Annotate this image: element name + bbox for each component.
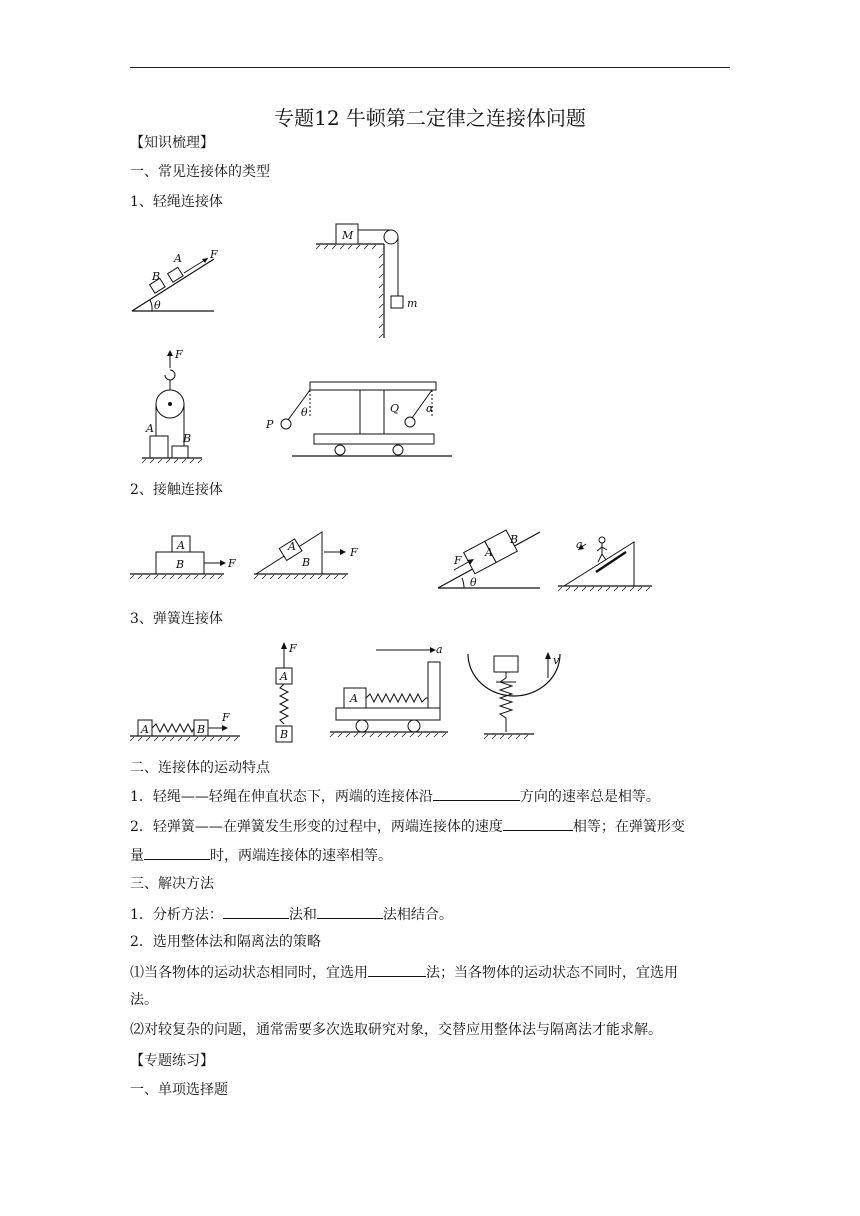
paragraph-method-part-1: 1．分析方法： <box>130 907 223 923</box>
figure-contact-person <box>556 530 656 594</box>
section-1-heading: 一、常见连接体的类型 <box>130 164 270 180</box>
label-B: B <box>152 270 161 283</box>
label-B: B <box>176 558 185 571</box>
figure-rope-cart <box>262 378 452 462</box>
knowledge-header: 【知识梳理】 <box>130 135 214 151</box>
figure-spring-vertical <box>270 640 310 746</box>
figure-spring-bowl <box>464 650 568 744</box>
label-A: A <box>141 723 149 736</box>
label-F: F <box>222 711 230 724</box>
label-B: B <box>302 556 311 569</box>
paragraph-strategy-2: ⑵对较复杂的问题，通常需要多次选取研究对象，交替应用整体法与隔离法才能求解。 <box>130 1022 662 1038</box>
fill-blank-3[interactable] <box>144 845 210 860</box>
figure-contact-incline <box>436 512 546 592</box>
label-m: m <box>407 297 418 310</box>
paragraph-spring-line-2 <box>130 845 392 865</box>
subsection-spring-heading: 3、弹簧连接体 <box>130 611 223 627</box>
paragraph-spring-part-2: 相等；在弹簧形变 <box>572 819 685 835</box>
label-F: F <box>289 642 297 655</box>
label-a: a <box>576 538 583 551</box>
label-theta: θ <box>470 576 477 589</box>
paragraph-rope-part-1: 1．轻绳——轻绳在伸直状态下，两端的连接体沿 <box>130 789 433 805</box>
paragraph-spring-part-3: 量 <box>130 848 144 864</box>
header-rule <box>130 67 730 68</box>
label-F: F <box>210 248 218 261</box>
fill-blank-5[interactable] <box>317 904 383 919</box>
label-A: A <box>146 422 154 435</box>
label-M: M <box>342 229 354 242</box>
figure-contact-stack <box>128 532 244 582</box>
label-theta: θ <box>301 406 308 419</box>
figure-contact-wedge <box>252 528 372 582</box>
label-A: A <box>280 670 288 683</box>
label-B: B <box>197 723 206 736</box>
paragraph-method-part-3: 法相结合。 <box>382 907 453 923</box>
label-A: A <box>288 540 296 553</box>
paragraph-spring-part-4: 时，两端连接体的速率相等。 <box>210 848 392 864</box>
paragraph-strategy-1-line-1 <box>130 962 678 982</box>
subsection-rope-heading: 1、轻绳连接体 <box>130 194 223 210</box>
fill-blank-4[interactable] <box>223 904 289 919</box>
paragraph-spring-line-1 <box>130 816 685 836</box>
paragraph-rope <box>130 786 660 806</box>
label-F: F <box>175 348 183 361</box>
label-alpha: α <box>426 402 434 415</box>
figure-rope-pulley <box>140 348 210 466</box>
fill-blank-2[interactable] <box>503 816 573 831</box>
practice-header: 【专题练习】 <box>130 1053 214 1069</box>
fill-blank-1[interactable] <box>433 786 520 801</box>
section-4-heading: 一、单项选择题 <box>130 1082 228 1098</box>
label-A: A <box>350 692 358 705</box>
subsection-contact-heading: 2、接触连接体 <box>130 482 223 498</box>
paragraph-strategy-1-part-1: ⑴当各物体的运动状态相同时，宜选用 <box>130 965 368 981</box>
paragraph-strategy-heading: 2．选用整体法和隔离法的策略 <box>130 934 321 950</box>
label-A: A <box>174 252 182 265</box>
paragraph-spring-part-1: 2．轻弹簧——在弹簧发生形变的过程中，两端连接体的速度 <box>130 819 503 835</box>
figure-rope-incline <box>130 245 220 317</box>
fill-blank-6[interactable] <box>368 962 426 977</box>
label-F: F <box>228 557 236 570</box>
label-P: P <box>266 418 274 431</box>
figure-spring-horizontal <box>128 708 250 744</box>
page-title: 专题12 牛顿第二定律之连接体问题 <box>274 106 586 130</box>
label-A: A <box>485 546 493 559</box>
label-A: A <box>177 539 185 552</box>
paragraph-rope-part-2: 方向的速率总是相等。 <box>519 789 660 805</box>
figure-rope-table-pulley <box>314 218 424 340</box>
label-a: a <box>436 643 443 656</box>
paragraph-strategy-1-part-2: 法；当各物体的运动状态不同时，宜选用 <box>426 965 678 981</box>
paragraph-method-part-2: 法和 <box>288 907 317 923</box>
label-B: B <box>183 432 192 445</box>
label-theta: θ <box>154 299 161 312</box>
label-B: B <box>280 728 289 741</box>
label-B: B <box>510 533 519 546</box>
figure-spring-cart <box>328 640 452 744</box>
paragraph-strategy-1-line-2: 法。 <box>130 992 158 1008</box>
label-Q: Q <box>390 402 400 415</box>
paragraph-method <box>130 904 453 924</box>
label-F: F <box>350 546 358 559</box>
section-2-heading: 二、连接体的运动特点 <box>130 760 270 776</box>
label-v: v <box>553 654 560 667</box>
section-3-heading: 三、解决方法 <box>130 876 214 892</box>
label-F: F <box>454 554 462 567</box>
